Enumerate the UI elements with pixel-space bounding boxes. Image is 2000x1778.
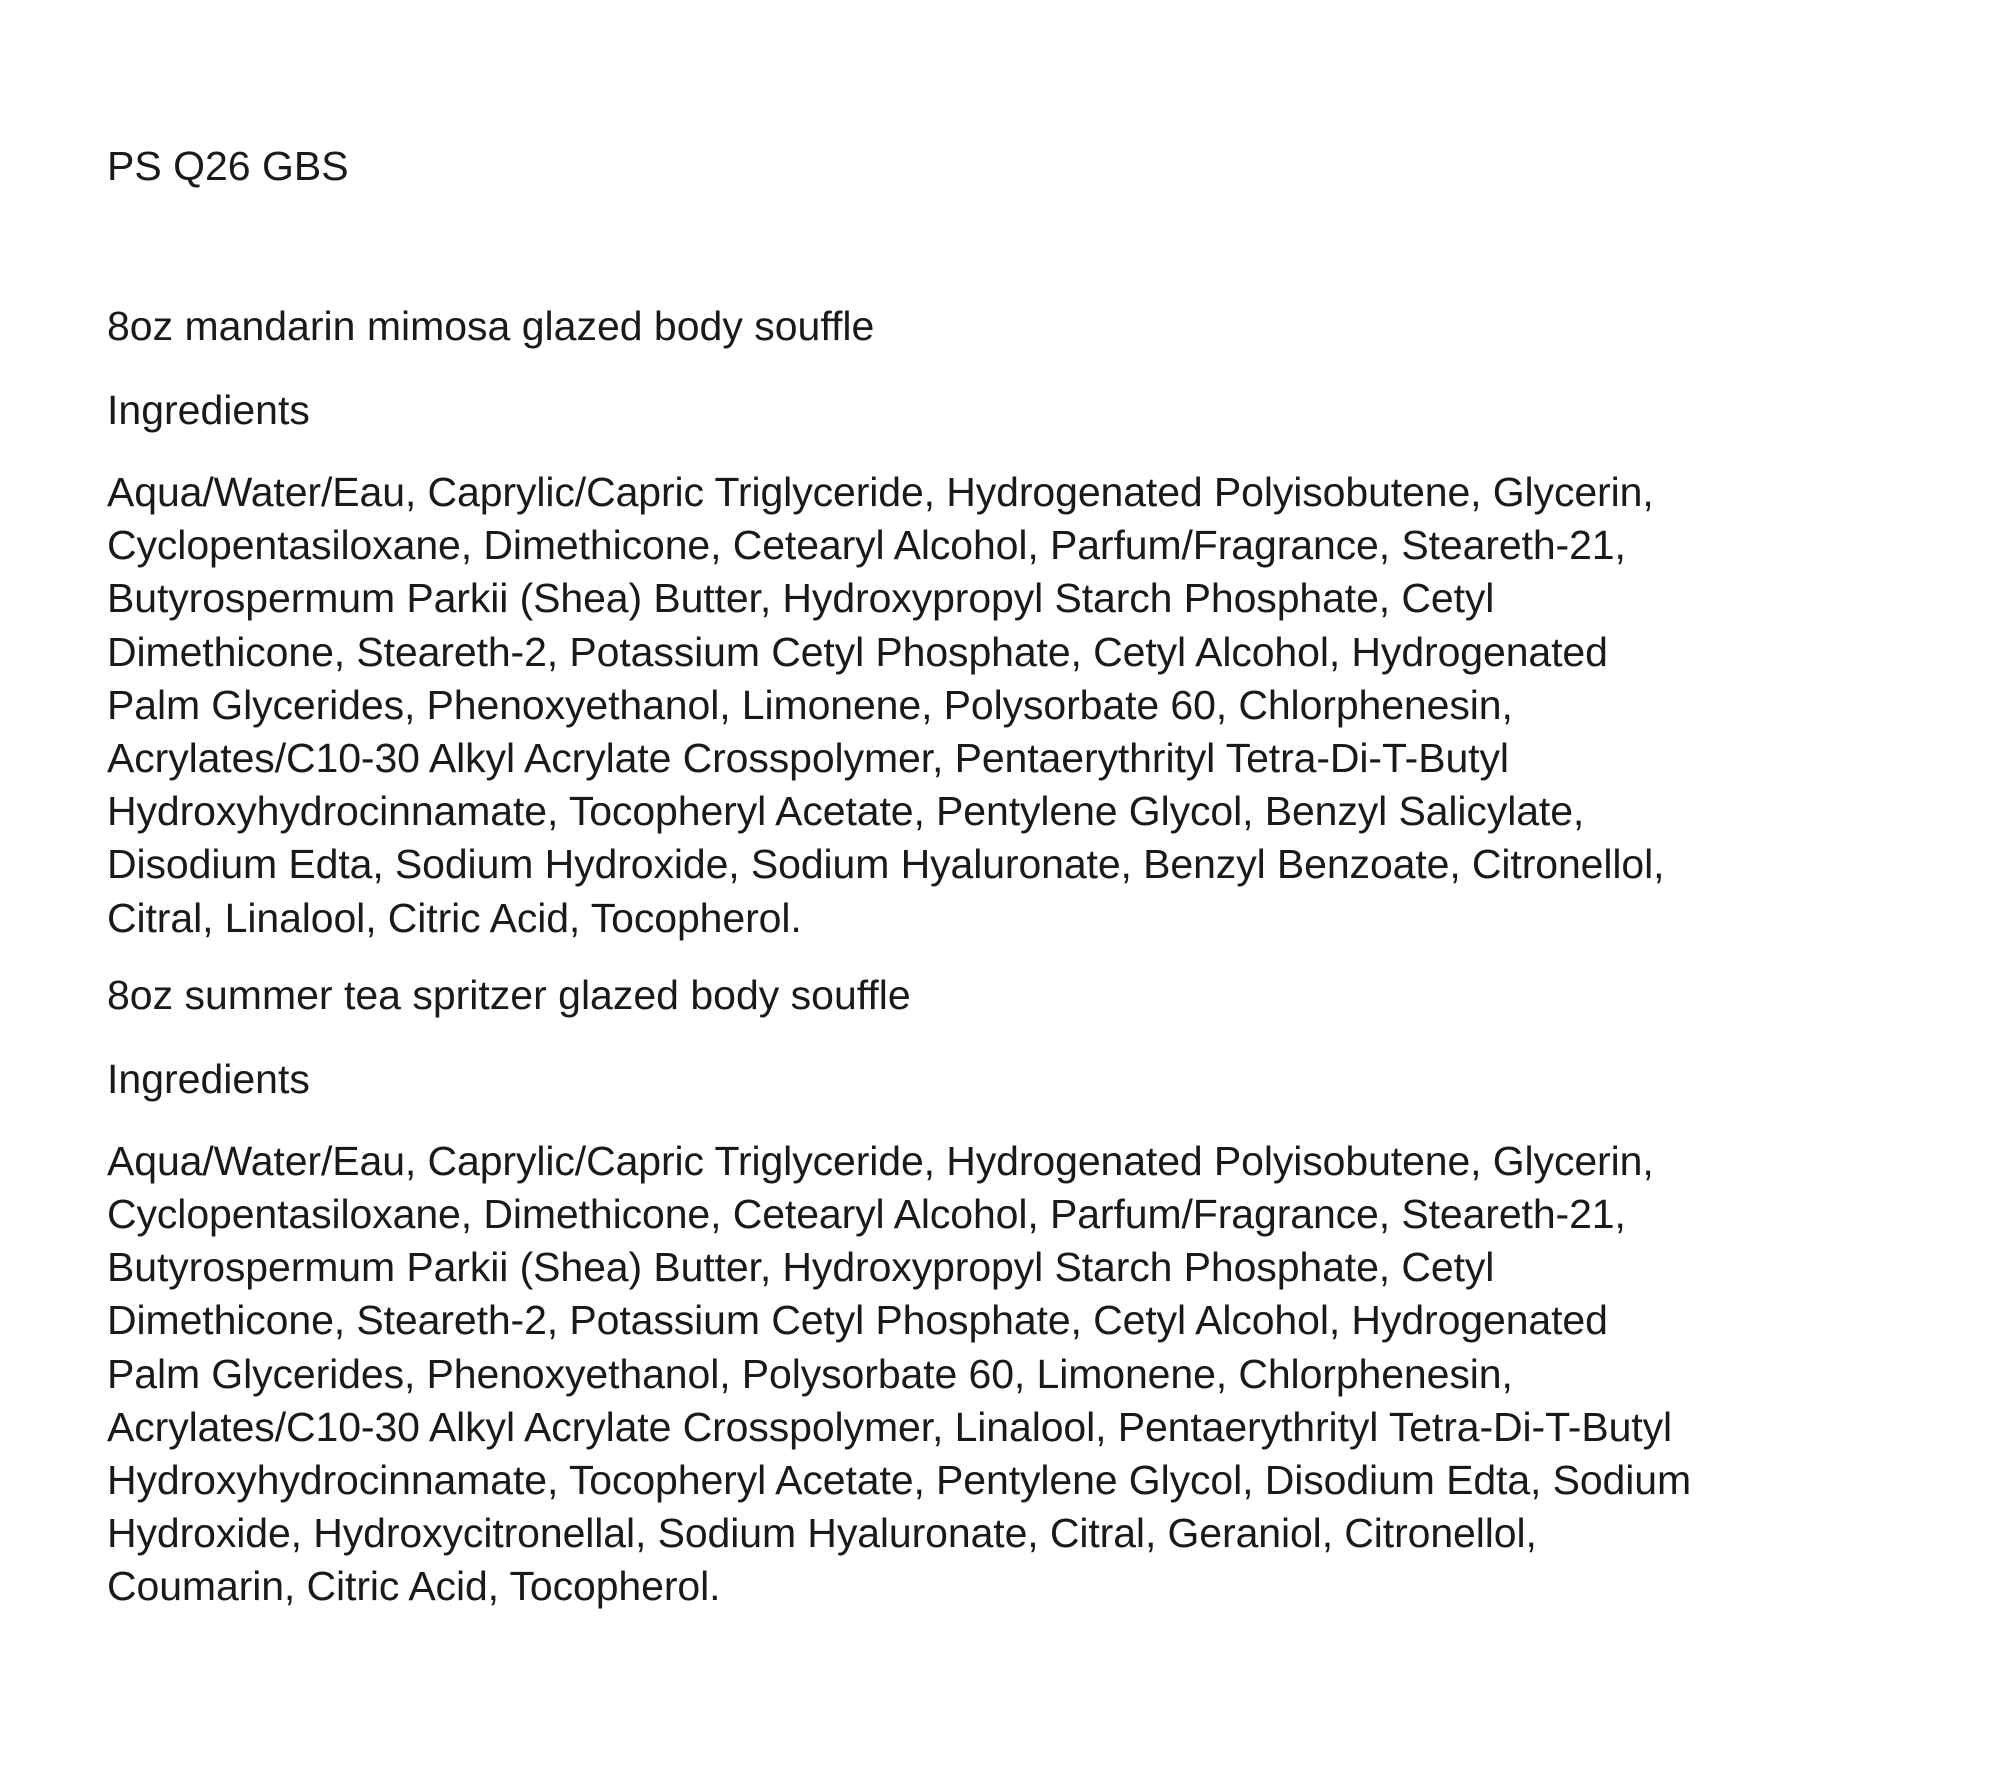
ingredients-heading: Ingredients (107, 387, 310, 433)
ingredients-line: Aqua/Water/Eau, Caprylic/Capric Triglyceride, Hydrogenated Polyisobutene, Glycerin, (107, 469, 1654, 515)
ingredients-line: Butyrospermum Parkii (Shea) Butter, Hydroxypropyl Starch Phosphate, Cetyl (107, 575, 1495, 622)
ingredients-line: Palm Glycerides, Phenoxyethanol, Limonene, Polysorbate 60, Chlorphenesin, (107, 681, 1513, 728)
ingredients-line: Hydroxyhydrocinnamate, Tocopheryl Acetate, Pentylene Glycol, Benzyl Salicylate, (107, 788, 1585, 835)
ingredients-line: Cyclopentasiloxane, Dimethicone, Cetearyl Alcohol, Parfum/Fragrance, Steareth-21, (107, 1191, 1626, 1238)
ingredients-line: Cyclopentasiloxane, Dimethicone, Cetearyl Alcohol, Parfum/Fragrance, Steareth-21, (107, 522, 1626, 569)
ingredients-line: Acrylates/C10-30 Alkyl Acrylate Crosspolymer, Linalool, Pentaerythrityl Tetra-Di-T-Butyl (107, 1403, 1672, 1450)
ingredients-line: Disodium Edta, Sodium Hydroxide, Sodium Hyaluronate, Benzyl Benzoate, Citronellol, (107, 841, 1665, 888)
ingredients-line: Butyrospermum Parkii (Shea) Butter, Hydroxypropyl Starch Phosphate, Cetyl (107, 1244, 1495, 1291)
ingredients-line: Citral, Linalool, Citric Acid, Tocopherol. (107, 894, 802, 941)
ingredients-heading: Ingredients (107, 1055, 310, 1102)
ingredients-line: Dimethicone, Steareth-2, Potassium Cetyl Phosphate, Cetyl Alcohol, Hydrogenated (107, 1297, 1608, 1344)
ingredients-line: Dimethicone, Steareth-2, Potassium Cetyl Phosphate, Cetyl Alcohol, Hydrogenated (107, 628, 1608, 675)
product-section-summer-tea-spritzer (107, 969, 1947, 1614)
ingredients-list (107, 466, 1947, 945)
product-name: 8oz summer tea spritzer glazed body souffle (107, 971, 911, 1018)
ingredients-list (107, 1135, 1947, 1614)
ingredients-line: Hydroxyhydrocinnamate, Tocopheryl Acetate, Pentylene Glycol, Disodium Edta, Sodium (107, 1457, 1692, 1504)
document-page (107, 140, 1947, 1614)
product-name: 8oz mandarin mimosa glazed body souffle (107, 303, 875, 349)
product-section-mandarin-mimosa (107, 300, 1947, 945)
document-title: PS Q26 GBS (107, 143, 349, 189)
ingredients-line: Coumarin, Citric Acid, Tocopherol. (107, 1563, 721, 1610)
ingredients-line: Palm Glycerides, Phenoxyethanol, Polysorbate 60, Limonene, Chlorphenesin, (107, 1350, 1513, 1397)
ingredients-line: Hydroxide, Hydroxycitronellal, Sodium Hyaluronate, Citral, Geraniol, Citronellol, (107, 1510, 1537, 1557)
ingredients-line: Acrylates/C10-30 Alkyl Acrylate Crosspolymer, Pentaerythrityl Tetra-Di-T-Butyl (107, 735, 1509, 782)
ingredients-line: Aqua/Water/Eau, Caprylic/Capric Triglyceride, Hydrogenated Polyisobutene, Glycerin, (107, 1137, 1654, 1184)
